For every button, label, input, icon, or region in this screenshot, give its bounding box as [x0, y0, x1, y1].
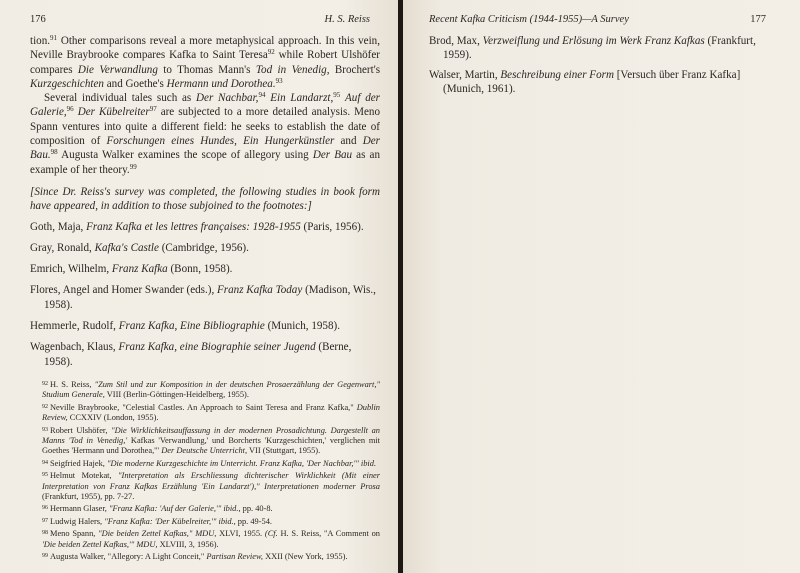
italic-title: Ein Landarzt, [270, 92, 334, 105]
italic-title: "Die Wirklichkeitsauffassung in der modernen Prosadichtung. Dargestellt an Manns 'Tod in Venedig,' [42, 425, 380, 445]
page-number-right: 177 [750, 14, 766, 25]
footnote-number: 92 [42, 403, 48, 410]
running-head-left [30, 14, 380, 30]
text-run: [Versuch über Franz Kafka] (Munich, 1961). [443, 68, 741, 95]
italic-title: Der Nachbar, [196, 92, 259, 105]
footnotes [30, 379, 380, 563]
italic-title: Franz Kafka Today [217, 284, 303, 297]
italic-title: Tod in Venedig, [255, 63, 330, 76]
text-run: Walser, Martin, [429, 68, 501, 81]
italic-title: (Cf. [264, 529, 278, 539]
text-run: XLVIII, 3, 1956). [157, 539, 219, 549]
text-run: Wagenbach, Klaus, [30, 341, 119, 354]
bibliography-entry [429, 68, 780, 97]
running-head-right [429, 14, 780, 30]
text-run: (Berne, 1958). [44, 341, 352, 368]
text-run: Goth, Maja, [30, 220, 87, 233]
text-run: Emrich, Wilhelm, [30, 263, 112, 276]
italic-title: Der Deutsche Unterricht, [161, 446, 248, 456]
footnote-ref: 91 [50, 34, 58, 42]
paragraph-individual-tales [30, 91, 380, 177]
text-run: (Frankfurt, 1959). [443, 35, 756, 62]
footnote-ref: 93 [275, 76, 283, 85]
text-run: are subjected to a more detailed analysis. Meno Spann ventures into quite a different field: he seeks to establish the date of composition of [30, 106, 381, 148]
italic-title: Der Bau. [30, 135, 380, 162]
text-run: Brochert's [329, 63, 381, 76]
footnote [30, 458, 380, 469]
text-run: VIII (Berlin-Göttingen-Heidelberg, 1955). [104, 390, 249, 400]
italic-title: Auf der Galerie, [30, 92, 380, 119]
text-run: Augusta Walker, "Allegory: A Light Conceit," [50, 552, 207, 562]
text-run: Ludwig Halers, [50, 516, 105, 526]
text-run: and Goethe's [103, 77, 167, 90]
italic-title: "Interpretation als Erschliessung dichterischer Wirklichkeit (Mit einer Interpretation von Franz Kafkas Erzählung 'Ein Landarzt')," Interpretationen moderner Prosa [42, 471, 380, 491]
text-run: (Paris, 1956). [300, 220, 364, 233]
footnote-number: 92 [42, 380, 48, 387]
text-run: Augusta Walker examines the scope of allegory using [57, 149, 313, 162]
bibliography-entry [30, 220, 380, 234]
text-run: Hemmerle, Rudolf, [30, 320, 119, 333]
footnote [30, 470, 380, 502]
editor-bracket-note: [Since Dr. Reiss's survey was completed, the following studies in book form have appeared, in addition to those subjoined to the footnotes:] [30, 185, 380, 213]
text-run: pp. 40-8. [240, 504, 273, 514]
left-page [0, 0, 398, 573]
text-run: XLVI, 1955. [216, 529, 265, 539]
italic-title: Franz Kafka, Eine Bibliographie [118, 320, 265, 333]
bibliography-entry [30, 340, 380, 369]
text-run: (Munich, 1958). [264, 320, 340, 333]
text-run: Flores, Angel and Homer Swander (eds.), [30, 284, 218, 297]
bibliography-entry [30, 262, 380, 276]
italic-title: Verzweiflung und Erlösung im Werk Franz Kafkas [482, 35, 705, 47]
text-run: VII (Stuttgart, 1955). [247, 446, 321, 456]
running-title-right: Recent Kafka Criticism (1944-1955)—A Survey [429, 14, 629, 25]
text-run: while Robert Ulshöfer compares [30, 49, 380, 76]
text-run: CCXXIV (London, 1955). [67, 413, 159, 423]
italic-title: Dublin Review, [42, 402, 380, 423]
footnote-number: 93 [42, 426, 48, 433]
bibliography-entry [429, 34, 780, 63]
footnote-number: 96 [42, 505, 48, 512]
italic-title: Hermann und Dorothea. [166, 77, 276, 90]
text-run: tion. [30, 35, 51, 47]
footnote-ref: 94 [258, 91, 266, 100]
text-run: XXII (New York, 1955). [263, 552, 348, 562]
text-run: (Frankfurt, 1955), pp. 7-27. [42, 492, 135, 501]
footnote [30, 551, 380, 562]
italic-title: Franz Kafka et les lettres françaises: 1928-1955 [86, 220, 301, 233]
footnote-ref: 92 [267, 48, 275, 57]
text-run: Brod, Max, [429, 35, 483, 47]
footnote-number: 99 [42, 553, 48, 560]
footnote-number: 95 [42, 472, 48, 479]
text-run: to Thomas Mann's [157, 63, 256, 76]
footnote [30, 516, 380, 527]
right-page [403, 0, 800, 573]
italic-title: 'Die beiden Zettel Kafkas,'" MDU, [42, 539, 158, 549]
text-run: Several individual tales such as [44, 92, 197, 105]
italic-title: "Die beiden Zettel Kafkas," MDU, [98, 529, 217, 539]
italic-title: Der Kübelreiter [77, 106, 150, 119]
footnote [30, 425, 380, 457]
bibliography-entry [30, 283, 380, 312]
text-run: Gray, Ronald, [30, 241, 95, 254]
italic-title: Franz Kafka [111, 263, 168, 276]
text-run: (Cambridge, 1956). [158, 241, 249, 254]
footnote-ref: 95 [333, 91, 341, 100]
footnote [30, 402, 380, 424]
text-run: (Bonn, 1958). [167, 263, 233, 276]
text-run: Hermann Glaser, [50, 504, 109, 514]
bibliography-entry [30, 319, 380, 333]
italic-title: "Zum Stil und zur Komposition in der deutschen Prosaerzählung der Gegenwart," Studium Generale, [42, 379, 380, 400]
page-number-left: 176 [30, 14, 46, 25]
italic-title: "Franz Kafka: 'Auf der Galerie,'" ibid., [108, 504, 241, 514]
footnote-number: 97 [42, 517, 48, 524]
italic-title: Kurzgeschichten [30, 77, 104, 90]
footnote [30, 528, 380, 550]
footnote-ref: 97 [149, 105, 157, 114]
running-title-left: H. S. Reiss [324, 14, 370, 25]
text-run: Kafkas 'Verwandlung,' und Borcherts 'Kurzgeschichten,' verglichen mit Goethes 'Hermann und Dorothea,'" [42, 435, 380, 456]
text-run: Seigfried Hajek, [50, 458, 107, 468]
text-run: Helmut Motekat, [50, 471, 119, 481]
footnote [30, 503, 380, 514]
footnote [30, 379, 380, 401]
footnote-number: 94 [42, 459, 48, 466]
italic-title: Beschreibung einer Form [500, 68, 614, 81]
bibliography-entry [30, 241, 380, 255]
footnote-ref: 99 [129, 162, 137, 171]
text-run: (Madison, Wis., 1958). [44, 284, 376, 311]
italic-title: Die Verwandlung [77, 63, 158, 76]
text-run: Robert Ulshöfer, [50, 425, 112, 435]
text-run: H. S. Reiss, "A Comment on [277, 529, 380, 539]
text-run: H. S. Reiss, [50, 379, 95, 389]
text-run: Meno Spann, [50, 529, 99, 539]
text-run: pp. 49-54. [235, 516, 272, 526]
italic-title: Forschungen eines Hundes, Ein Hungerkünstler [106, 135, 335, 148]
italic-title: "Die moderne Kurzgeschichte im Unterricht. Franz Kafka, 'Der Nachbar,'" ibid. [106, 458, 377, 468]
footnote-number: 98 [42, 530, 48, 537]
footnote-ref: 96 [66, 105, 74, 114]
text-run: Neville Braybrooke, "Celestial Castles. An Approach to Saint Teresa and Franz Kafka," [50, 402, 357, 412]
footnote-ref: 98 [50, 148, 58, 157]
text-run: Other comparisons reveal a more metaphysical approach. In this vein, Neville Braybrooke compares Kafka to Saint Teresa [30, 35, 380, 62]
italic-title: Kafka's Castle [94, 241, 159, 254]
bibliography-list-right [429, 34, 780, 96]
italic-title: Partisan Review, [206, 552, 264, 562]
paragraph-comparisons [30, 34, 380, 91]
bibliography-list-left [30, 220, 380, 369]
italic-title: "Franz Kafka: 'Der Kübelreiter,'" ibid., [104, 516, 236, 526]
text-run: as an example of her theory. [30, 149, 380, 176]
italic-title: Der Bau [312, 149, 353, 162]
text-run: and [334, 135, 363, 148]
italic-title: Franz Kafka, eine Biographie seiner Jugend [118, 341, 316, 354]
